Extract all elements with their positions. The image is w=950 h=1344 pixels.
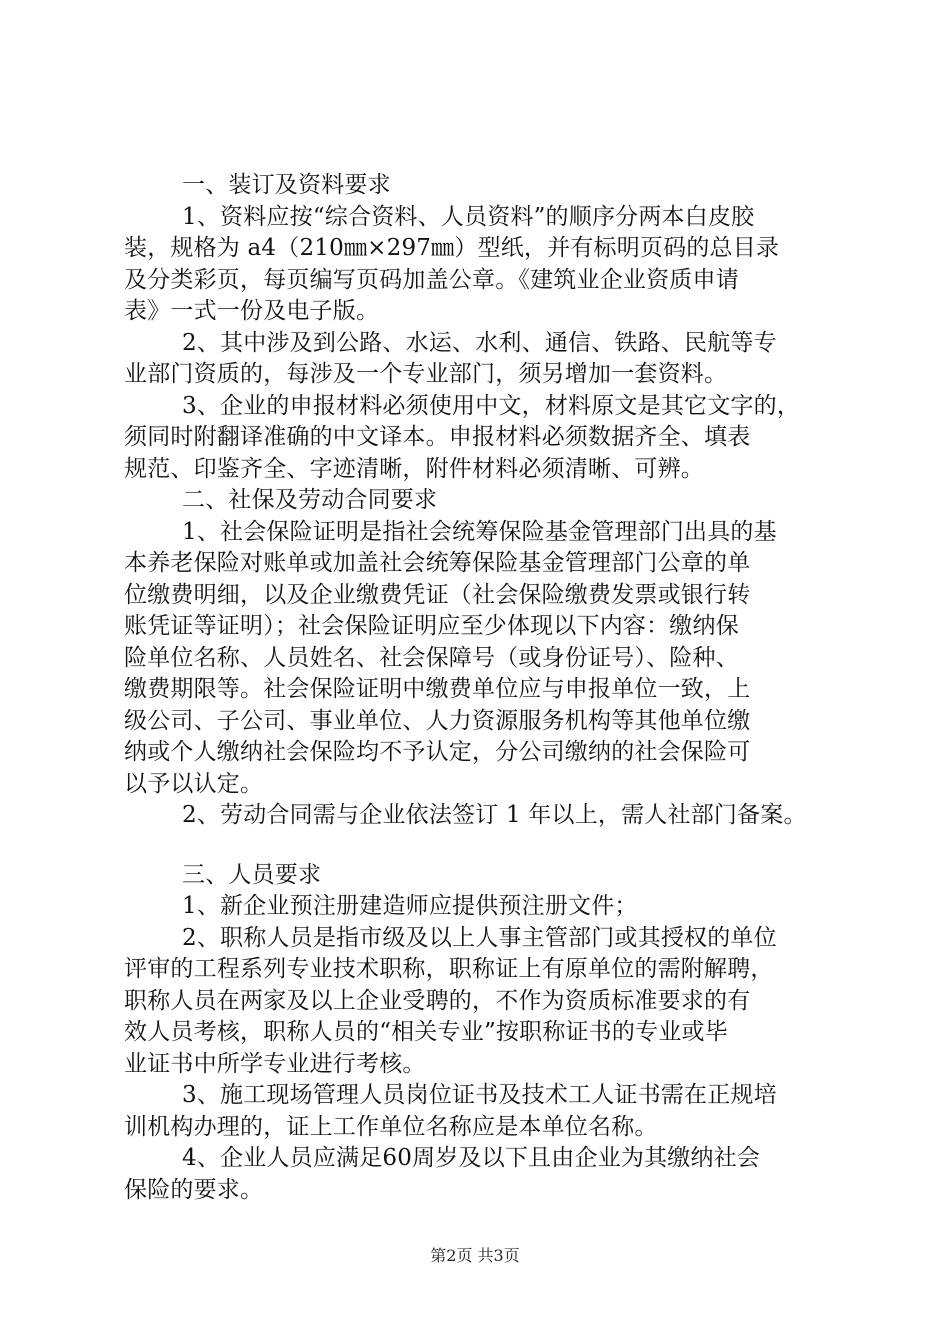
paragraph-line: 本养老保险对账单或加盖社会统筹保险基金管理部门公章的单 (124, 550, 751, 576)
paragraph-line: 效人员考核，职称人员的“相关专业”按职称证书的专业或毕 (124, 1019, 728, 1045)
section-heading-binding: 一、装订及资料要求 (182, 172, 391, 198)
paragraph-line: 缴费期限等。社会保险证明中缴费单位应与申报单位一致，上 (124, 676, 751, 702)
paragraph-line: 及分类彩页，每页编写页码加盖公章。《建筑业企业资质申请 (124, 266, 739, 293)
section-heading-social-security: 二、社保及劳动合同要求 (182, 487, 438, 513)
paragraph-line: 须同时附翻译准确的中文译本。申报材料必须数据齐全、填表 (124, 424, 751, 450)
paragraph-line: 评审的工程系列专业技术职称，职称证上有原单位的需附解聘， (124, 956, 774, 982)
paragraph-line: 训机构办理的，证上工作单位名称应是本单位名称。 (124, 1113, 658, 1140)
paragraph-line: 业证书中所学专业进行考核。 (124, 1050, 426, 1077)
paragraph-line: 险单位名称、人员姓名、社会保障号（或身份证号）、险种、 (124, 644, 739, 671)
paragraph-line: 纳或个人缴纳社会保险均不予认定，分公司缴纳的社会保险可 (124, 739, 751, 765)
paragraph-line: 保险的要求。 (124, 1176, 264, 1203)
paragraph-line: 1、社会保险证明是指社会统筹保险基金管理部门出具的基 (182, 518, 777, 545)
document-body (124, 170, 836, 1206)
paragraph-line: 表》一式一份及电子版。 (124, 298, 380, 324)
paragraph-line: 职称人员在两家及以上企业受聘的，不作为资质标准要求的有 (124, 987, 751, 1014)
paragraph-line: 2、职称人员是指市级及以上人事主管部门或其授权的单位 (182, 924, 777, 951)
paragraph-line: 3、企业的申报材料必须使用中文，材料原文是其它文字的， (182, 392, 801, 419)
paragraph-line: 2、劳动合同需与企业依法签订 1 年以上，需人社部门备案。 (182, 802, 807, 828)
paragraph-line: 1、新企业预注册建造师应提供预注册文件； (182, 893, 638, 919)
paragraph-line: 账凭证等证明）；社会保险证明应至少体现以下内容：缴纳保 (124, 613, 739, 639)
paragraph-line: 装，规格为 a4（210㎜×297㎜）型纸，并有标明页码的总目录 (124, 235, 780, 261)
paragraph-line: 级公司、子公司、事业单位、人力资源服务机构等其他单位缴 (124, 707, 751, 734)
paragraph-line: 以予以认定。 (124, 770, 264, 797)
paragraph-line: 规范、印鉴齐全、字迹清晰，附件材料必须清晰、可辨。 (124, 455, 704, 482)
paragraph-line: 1、资料应按“综合资料、人员资料”的顺序分两本白皮胶 (182, 203, 755, 230)
paragraph-line: 2、其中涉及到公路、水运、水利、通信、铁路、民航等专 (182, 329, 777, 356)
page-number-footer: 第2页 共3页 (430, 1246, 520, 1265)
paragraph-line: 4、企业人员应满足60周岁及以下且由企业为其缴纳社会 (182, 1145, 761, 1171)
paragraph-gap (124, 832, 836, 860)
section-heading-personnel: 三、人员要求 (182, 861, 322, 888)
paragraph-line: 业部门资质的，每涉及一个专业部门，须另增加一套资料。 (124, 361, 728, 387)
paragraph-line: 3、施工现场管理人员岗位证书及技术工人证书需在正规培 (182, 1082, 777, 1108)
paragraph-line: 位缴费明细，以及企业缴费凭证（社会保险缴费发票或银行转 (124, 581, 751, 608)
